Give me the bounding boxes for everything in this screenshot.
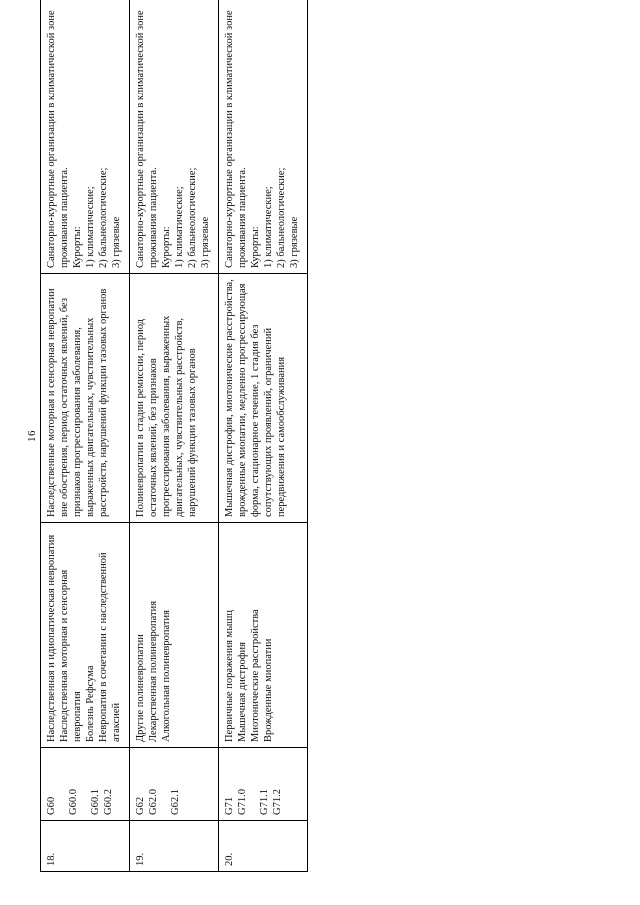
row-number: 18. bbox=[46, 852, 57, 866]
disease-name: Мышечная дистрофия bbox=[237, 642, 249, 742]
disease-name: Алкогольная полиневропатия bbox=[161, 610, 173, 742]
code-gap bbox=[249, 753, 258, 815]
conditions-cell bbox=[130, 274, 219, 523]
resort-item: 3) грязевые bbox=[289, 216, 301, 268]
icd-code: G60.2 bbox=[103, 789, 115, 815]
organizations-cell bbox=[130, 0, 219, 274]
disease-name-cell bbox=[130, 523, 219, 748]
icd-code: G60.0 bbox=[68, 789, 80, 815]
icd-code: G71.2 bbox=[272, 789, 284, 815]
table-row bbox=[130, 0, 219, 872]
icd-code: G62.0 bbox=[148, 789, 160, 815]
resort-item: 1) климатические; bbox=[85, 186, 97, 268]
icd-code-cell bbox=[41, 748, 130, 821]
resort-item: 3) грязевые bbox=[111, 216, 123, 268]
code-gap bbox=[160, 753, 169, 815]
organization-intro: Санаторно-курортные организации в климатической зоне проживания пациента. bbox=[135, 10, 160, 268]
condition-text: Полиневропатии в стадии ремиссии, период остаточных явлений, без признаков прогрессирования заболевания, выраженных двигательных, чувствительных расстройств, нарушений функции тазовых органов bbox=[135, 315, 199, 517]
resort-item: 2) бальнеологические; bbox=[187, 167, 199, 268]
conditions-cell bbox=[41, 274, 130, 523]
table-row bbox=[41, 0, 130, 872]
disease-name-cell bbox=[41, 523, 130, 748]
condition-text: Мышечная дистрофия, миотонические расстройства, врожденные миопатии, медленно прогрессирующая форма, стационарное течение, 1 стадия без сопутствующих проявлений, ограничений передвижения и самообслуживания bbox=[224, 279, 288, 517]
disease-name: Первичные поражения мышц bbox=[224, 610, 236, 742]
disease-name: Врожденные миопатии bbox=[263, 638, 275, 742]
icd-code-cell bbox=[130, 748, 219, 821]
icd-code: G60.1 bbox=[90, 789, 102, 815]
resort-item: 2) бальнеологические; bbox=[98, 167, 110, 268]
disease-name: Лекарственная полиневропатия bbox=[148, 600, 160, 742]
disease-name: Другие полиневропатии bbox=[135, 634, 147, 742]
code-gap bbox=[80, 753, 89, 815]
row-number: 19. bbox=[135, 852, 147, 866]
organization-intro: Санаторно-курортные организации в климатической зоне проживания пациента. bbox=[224, 10, 249, 268]
resorts-label: Курорты: bbox=[250, 226, 262, 268]
organizations-cell bbox=[41, 0, 130, 274]
icd-code: G71.0 bbox=[237, 789, 249, 815]
resort-item: 1) климатические; bbox=[174, 186, 186, 268]
page-number: 16 bbox=[26, 430, 38, 442]
organizations-cell bbox=[219, 0, 308, 274]
organization-intro: Санаторно-курортные организации в климатической зоне проживания пациента. bbox=[46, 10, 71, 268]
icd-code: G62.1 bbox=[170, 789, 182, 815]
table-row bbox=[219, 0, 308, 872]
conditions-cell bbox=[219, 274, 308, 523]
resort-item: 1) климатические; bbox=[263, 186, 275, 268]
icd-code-cell bbox=[219, 748, 308, 821]
resorts-label: Курорты: bbox=[161, 226, 173, 268]
medical-indications-table bbox=[40, 0, 308, 872]
resorts-label: Курорты: bbox=[72, 226, 84, 268]
resort-item: 3) грязевые bbox=[200, 216, 212, 268]
disease-name: Болезнь Рефсума bbox=[85, 665, 97, 742]
disease-name-cell bbox=[219, 523, 308, 748]
icd-code: G71 bbox=[224, 796, 236, 815]
rotated-table-container bbox=[40, 10, 600, 872]
disease-name: Миотонические расстройства bbox=[250, 609, 262, 742]
resort-item: 2) бальнеологические; bbox=[276, 167, 288, 268]
icd-code: G71.1 bbox=[259, 789, 271, 815]
row-number-cell bbox=[219, 821, 308, 872]
icd-code: G62 bbox=[135, 796, 147, 815]
code-gap bbox=[58, 753, 67, 815]
row-number: 20. bbox=[224, 852, 236, 866]
disease-name: Невропатия в сочетании с наследственной атаксией bbox=[98, 552, 123, 742]
disease-name: Наследственная и идиопатическая невропатия bbox=[46, 534, 57, 742]
condition-text: Наследственные моторная и сенсорная невропатии вне обострения, период остаточных явлений, без признаков прогрессирования заболевания, выраженных двигательных, чувствительных расстройств, нарушений функции тазовых органов bbox=[46, 288, 110, 517]
disease-name: Наследственная моторная и сенсорная невропатия bbox=[59, 569, 84, 742]
row-number-cell bbox=[41, 821, 130, 872]
icd-code: G60 bbox=[46, 796, 57, 815]
row-number-cell bbox=[130, 821, 219, 872]
